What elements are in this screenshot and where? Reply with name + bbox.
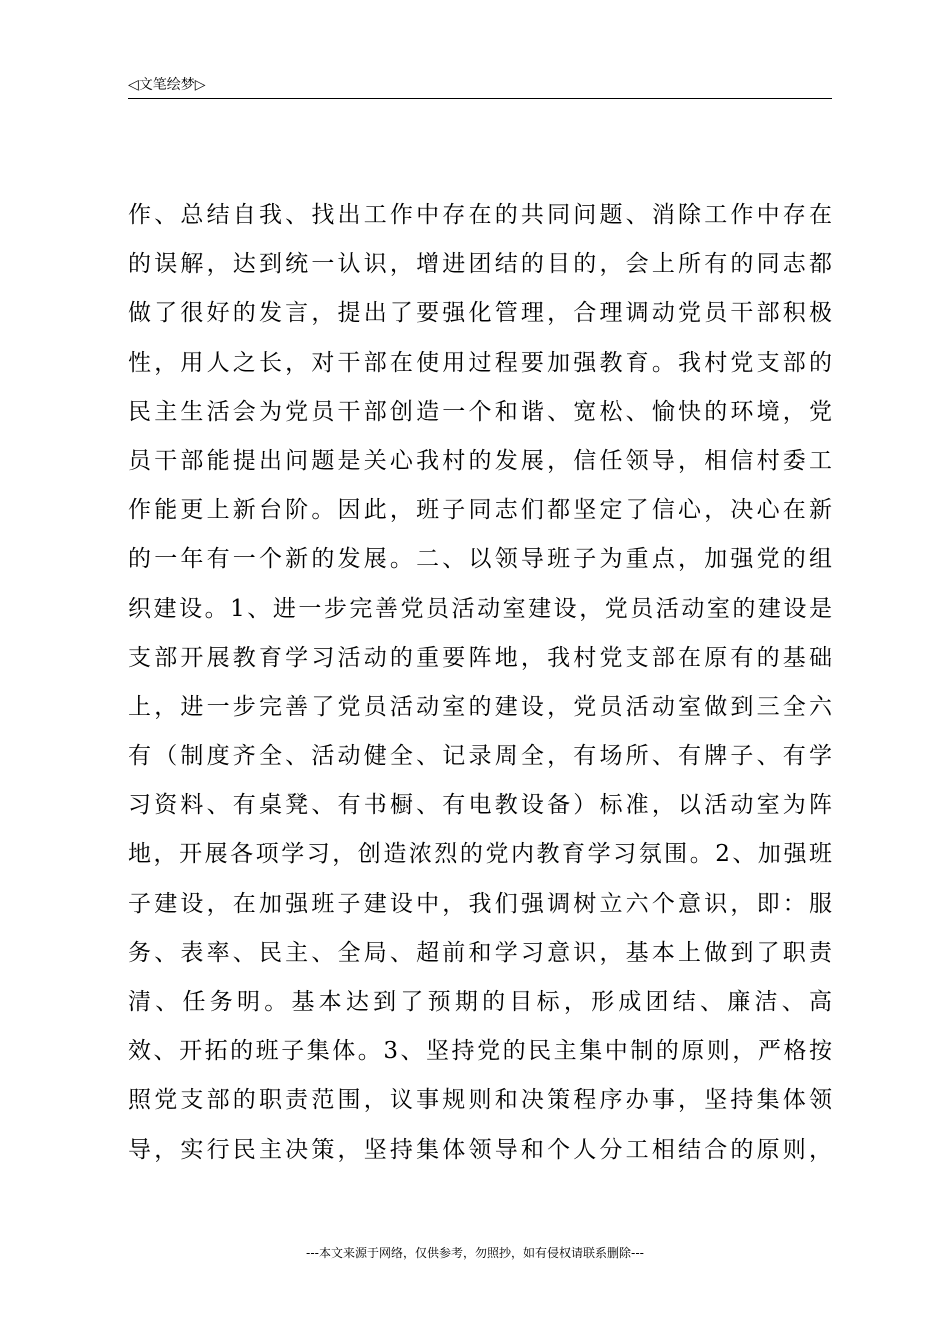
text-line: 性，用人之长，对干部在使用过程要加强教育。我村党支部的 [128,349,832,376]
text-line: 上，进一步完善了党员活动室的建设，党员活动室做到三全六 [128,693,832,720]
text-line: 清、任务明。基本达到了预期的目标，形成团结、廉洁、高 [128,989,832,1015]
text-line: 的一年有一个新的发展。二、以领导班子为重点，加强党的组 [128,546,832,573]
text-line: 务、表率、民主、全局、超前和学习意识，基本上做到了职责 [128,939,832,966]
text-line: 做了很好的发言，提出了要强化管理，合理调动党员干部积极 [128,300,832,327]
page-footer: ---本文来源于网络，仅供参考，勿照抄，如有侵权请联系删除--- [306,1246,644,1260]
text-line: 作、总结自我、找出工作中存在的共同问题、消除工作中存在 [128,202,832,228]
text-line: 效、开拓的班子集体。3、坚持党的民主集中制的原则，严格按 [128,1038,832,1065]
text-line: 有（制度齐全、活动健全、记录周全，有场所、有牌子、有学 [128,743,832,770]
text-line: 习资料、有桌凳、有书橱、有电教设备）标准，以活动室为阵 [128,792,832,819]
text-line: 导，实行民主决策，坚持集体领导和个人分工相结合的原则， [128,1136,832,1163]
text-line: 民主生活会为党员干部创造一个和谐、宽松、愉快的环境，党 [128,398,832,425]
text-line: 作能更上新台阶。因此，班子同志们都坚定了信心，决心在新 [128,497,832,524]
text-line: 地，开展各项学习，创造浓烈的党内教育学习氛围。2、加强班 [128,841,832,868]
page-header [128,74,832,99]
text-line: 织建设。1、进一步完善党员活动室建设，党员活动室的建设是 [128,595,832,622]
text-line: 员干部能提出问题是关心我村的发展，信任领导，相信村委工 [128,447,832,474]
text-line: 的误解，达到统一认识，增进团结的目的，会上所有的同志都 [128,251,832,278]
text-line: 支部开展教育学习活动的重要阵地，我村党支部在原有的基础 [128,644,832,671]
text-line: 子建设，在加强班子建设中，我们强调树立六个意识，即：服 [128,890,832,917]
header-title: ◁文笔绘梦▷ [128,77,206,93]
document-body [128,191,832,1175]
text-line: 照党支部的职责范围，议事规则和决策程序办事，坚持集体领 [128,1087,832,1114]
